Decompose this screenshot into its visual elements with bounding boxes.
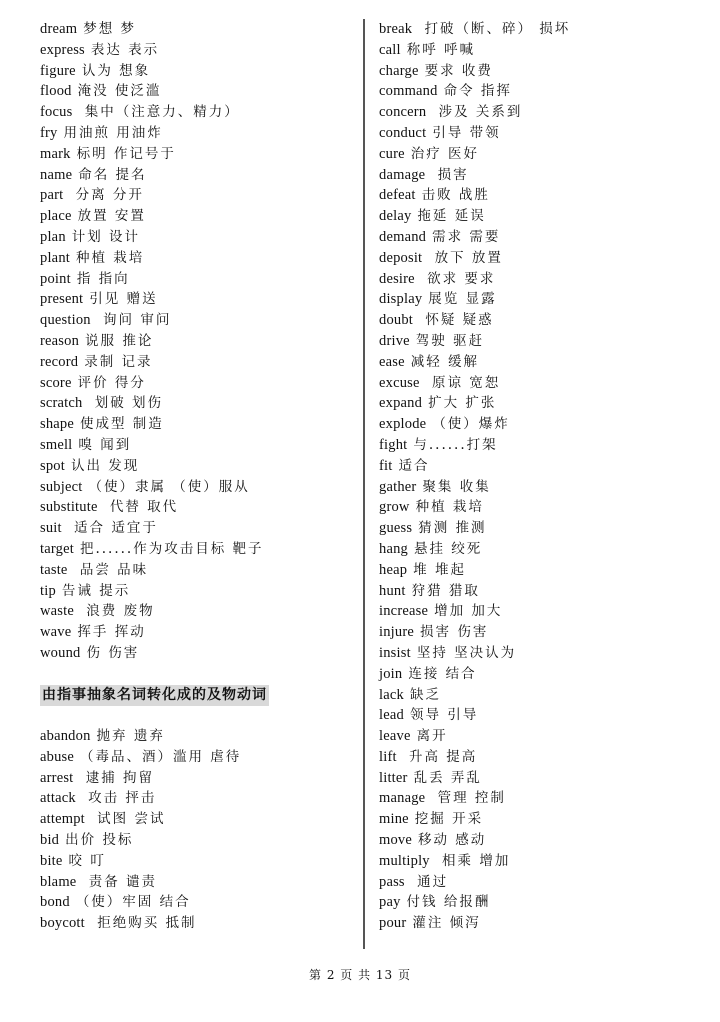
vocab-meaning: 说服 推论	[85, 332, 154, 349]
vocab-entry	[379, 352, 699, 373]
vocab-meaning: 嗅 闻到	[78, 436, 132, 453]
vocab-word: delay	[379, 208, 412, 225]
vocab-entry	[379, 539, 699, 560]
vocab-entry	[379, 435, 699, 456]
vocab-meaning: 付钱 给报酬	[406, 894, 491, 911]
vocab-word: conduct	[379, 124, 427, 141]
vocab-word: pay	[379, 894, 401, 911]
vocab-entry	[40, 414, 350, 435]
vocab-entry	[40, 227, 350, 248]
vocab-entry	[40, 331, 350, 352]
vocab-meaning: 告诫 提示	[61, 582, 131, 599]
vocab-meaning: 品尝 品味	[73, 561, 149, 578]
vocab-meaning: 扩大 扩张	[428, 395, 497, 412]
vocab-meaning: 称呼 呼喊	[406, 41, 476, 58]
vocab-entry	[379, 518, 699, 539]
vocab-entry	[379, 622, 699, 643]
vocab-word: boycott	[40, 915, 85, 932]
vocab-word: manage	[379, 790, 426, 807]
vocab-meaning: 抛弃 遗弃	[96, 728, 165, 745]
vocab-meaning: 灌注 倾泻	[412, 915, 481, 932]
vocab-entry	[379, 892, 699, 913]
vocab-entry	[379, 830, 699, 851]
vocab-entry	[379, 102, 699, 123]
vocab-entry	[379, 788, 699, 809]
vocab-word: demand	[379, 228, 427, 245]
vocab-entry	[379, 144, 699, 165]
vocab-meaning: 连接 结合	[408, 665, 477, 682]
vocab-word: attack	[40, 790, 76, 807]
vocab-entry	[379, 913, 699, 934]
vocab-entry	[379, 185, 699, 206]
vocab-entry	[379, 165, 699, 186]
vocab-entry	[40, 165, 350, 186]
vocab-word: desire	[379, 270, 415, 287]
vocab-word: injure	[379, 624, 415, 641]
page-footer: 第 2 页 共 13 页	[309, 968, 411, 982]
vocab-meaning: 需求 需要	[432, 228, 501, 245]
vocab-word: blame	[40, 873, 77, 890]
vocab-word: substitute	[40, 499, 98, 516]
vocab-entry	[379, 248, 699, 269]
vocab-entry	[40, 269, 350, 290]
vocab-word: subject	[40, 478, 83, 495]
vocab-word: hang	[379, 540, 408, 557]
vocab-entry	[40, 81, 350, 102]
vocab-word: litter	[379, 769, 408, 786]
vocab-entry	[40, 435, 350, 456]
vocab-word: record	[40, 353, 79, 370]
vocab-word: taste	[40, 561, 68, 578]
vocab-entry	[379, 289, 699, 310]
vocab-meaning: （使）牢固 结合	[75, 894, 191, 911]
vocab-entry	[40, 248, 350, 269]
section-heading: 由指事抽象名词转化成的及物动词	[40, 685, 269, 706]
vocab-meaning: 乱丢 弄乱	[413, 769, 482, 786]
vocab-entry	[40, 352, 350, 373]
vocab-word: damage	[379, 166, 426, 183]
vocab-meaning: 拖延 延误	[417, 208, 486, 225]
vocab-entry	[40, 830, 350, 851]
vocab-entry	[379, 726, 699, 747]
vocab-meaning: 指 指向	[76, 270, 130, 287]
vocab-meaning: 展览 显露	[428, 291, 497, 308]
vocab-entry	[40, 61, 350, 82]
vocab-word: score	[40, 374, 72, 391]
vocab-entry	[40, 747, 350, 768]
vocab-entry	[379, 40, 699, 61]
vocab-word: defeat	[379, 187, 416, 204]
vocab-entry	[379, 705, 699, 726]
vocab-meaning: 命令 指挥	[443, 83, 512, 100]
vocab-entry	[40, 102, 350, 123]
vocab-entry	[40, 497, 350, 518]
vocab-word: lead	[379, 707, 404, 724]
vocab-meaning: 缺乏	[409, 686, 441, 703]
vocab-word: multiply	[379, 852, 430, 869]
vocab-entry	[40, 40, 350, 61]
vocab-word: bid	[40, 832, 60, 849]
vocab-meaning: 把......作为攻击目标 靶子	[79, 540, 264, 557]
vocab-entry	[40, 851, 350, 872]
vocab-entry	[379, 206, 699, 227]
vocab-meaning: 认为 想象	[81, 62, 151, 79]
vocab-entry	[379, 685, 699, 706]
vocab-meaning: 坚持 坚决认为	[416, 644, 517, 661]
vocab-meaning: 适合 适宜于	[67, 520, 158, 537]
vocab-word: mark	[40, 145, 71, 162]
vocab-entry	[379, 269, 699, 290]
vocab-meaning: 欲求 要求	[420, 270, 496, 287]
vocab-meaning: 要求 收费	[424, 62, 493, 79]
vocab-word: wound	[40, 644, 81, 661]
vocab-entry	[379, 373, 699, 394]
vocab-meaning: 评价 得分	[77, 374, 146, 391]
vocab-word: tip	[40, 582, 56, 599]
vocab-word: display	[379, 291, 423, 308]
vocab-entry	[379, 456, 699, 477]
vocab-word: charge	[379, 62, 419, 79]
vocab-meaning: 试图 尝试	[90, 811, 166, 828]
vocab-entry	[40, 726, 350, 747]
vocab-meaning: 集中（注意力、精力）	[78, 104, 240, 121]
left-column	[40, 19, 350, 934]
vocab-word: figure	[40, 62, 76, 79]
vocab-word: fit	[379, 457, 393, 474]
vocab-meaning: 适合	[398, 457, 430, 474]
vocab-word: reason	[40, 332, 80, 349]
vocab-entry	[379, 560, 699, 581]
vocab-meaning: 击败 战胜	[421, 187, 490, 204]
vocab-meaning: 放置 安置	[77, 208, 146, 225]
vocab-entry	[379, 393, 699, 414]
vocab-entry	[40, 289, 350, 310]
vocab-meaning: 攻击 抨击	[81, 790, 157, 807]
vocab-meaning: 猜测 推测	[418, 520, 487, 537]
vocab-entry	[40, 310, 350, 331]
vocab-word: pass	[379, 873, 405, 890]
vocab-word: abandon	[40, 728, 91, 745]
vocab-entry	[379, 227, 699, 248]
vocab-word: lack	[379, 686, 404, 703]
vocab-meaning: 离开	[416, 728, 448, 745]
vocab-word: command	[379, 83, 438, 100]
vocab-word: suit	[40, 520, 62, 537]
vocab-entry	[40, 560, 350, 581]
vocab-meaning: 悬挂 绞死	[414, 540, 483, 557]
vocab-word: abuse	[40, 748, 75, 765]
vocab-meaning: 挥手 挥动	[77, 624, 146, 641]
vocab-entry	[40, 788, 350, 809]
vocab-word: explode	[379, 416, 427, 433]
vocab-meaning: 领导 引导	[409, 707, 479, 724]
vocab-entry	[40, 768, 350, 789]
vocab-entry	[40, 539, 350, 560]
vocab-entry	[379, 851, 699, 872]
vocab-word: join	[379, 665, 403, 682]
vocab-entry	[379, 768, 699, 789]
vocab-entry	[40, 144, 350, 165]
vocab-meaning: 逮捕 拘留	[79, 769, 154, 786]
vocab-word: drive	[379, 332, 410, 349]
vocab-word: hunt	[379, 582, 406, 599]
vocab-meaning: 怀疑 疑惑	[419, 312, 494, 329]
vocab-word: scratch	[40, 395, 83, 412]
right-word-list	[379, 19, 699, 934]
vocab-meaning: 使成型 制造	[80, 416, 164, 433]
vocab-meaning: 认出 发现	[70, 457, 140, 474]
vocab-entry	[379, 477, 699, 498]
vocab-word: plan	[40, 228, 66, 245]
vocab-meaning: 损害	[431, 166, 469, 183]
vocab-meaning: 划破 划伤	[88, 395, 164, 412]
vocab-meaning: 咬 叮	[68, 852, 106, 869]
vocab-entry	[40, 809, 350, 830]
vocab-meaning: 移动 感动	[418, 832, 487, 849]
vocab-entry	[379, 601, 699, 622]
vocab-entry	[379, 61, 699, 82]
vocab-word: express	[40, 41, 85, 58]
vocab-word: place	[40, 208, 72, 225]
vocab-meaning: 责备 谴责	[82, 873, 158, 890]
vocab-entry	[379, 414, 699, 435]
vocab-word: expand	[379, 395, 423, 412]
vocab-entry	[379, 664, 699, 685]
vocab-entry	[40, 892, 350, 913]
vocab-entry	[379, 872, 699, 893]
vocab-word: point	[40, 270, 71, 287]
vocab-meaning: 代替 取代	[103, 499, 179, 516]
vocab-entry	[40, 185, 350, 206]
vocab-entry	[40, 643, 350, 664]
vocab-meaning: 分离 分开	[69, 187, 144, 204]
vocab-meaning: 减轻 缓解	[410, 353, 480, 370]
vocab-entry	[379, 81, 699, 102]
vocab-entry	[40, 872, 350, 893]
vocab-word: focus	[40, 104, 73, 121]
vocab-word: flood	[40, 83, 72, 100]
vocab-meaning: 原谅 宽恕	[425, 374, 501, 391]
vocab-word: excuse	[379, 374, 420, 391]
vocab-meaning: 管理 控制	[431, 790, 506, 807]
vocab-meaning: 询问 审问	[96, 312, 172, 329]
column-divider	[363, 19, 365, 949]
vocab-word: gather	[379, 478, 417, 495]
vocab-word: cure	[379, 145, 405, 162]
vocab-meaning: 种植 栽培	[415, 499, 484, 516]
vocab-meaning: 表达 表示	[90, 41, 160, 58]
vocab-word: move	[379, 832, 413, 849]
vocab-meaning: 涉及 关系到	[432, 104, 523, 121]
vocab-meaning: 标明 作记号于	[76, 145, 176, 162]
left-word-list-2	[40, 726, 350, 934]
vocab-word: leave	[379, 728, 411, 745]
vocab-entry	[40, 622, 350, 643]
vocab-meaning: 驾驶 驱赶	[415, 332, 485, 349]
vocab-word: doubt	[379, 312, 414, 329]
vocab-word: attempt	[40, 811, 85, 828]
vocab-entry	[40, 518, 350, 539]
vocab-meaning: 打破（断、碎） 损坏	[418, 21, 571, 37]
vocab-word: name	[40, 166, 73, 183]
vocab-meaning: 通过	[410, 873, 449, 890]
vocab-word: mine	[379, 811, 409, 828]
vocab-entry	[40, 373, 350, 394]
vocab-word: arrest	[40, 769, 74, 786]
vocab-meaning: 录制 记录	[84, 353, 153, 370]
vocab-word: lift	[379, 748, 397, 765]
vocab-meaning: 挖掘 开采	[414, 811, 484, 828]
vocab-meaning: 狩猎 猎取	[411, 582, 480, 599]
vocab-meaning: 引见 赠送	[89, 291, 158, 308]
vocab-entry	[40, 581, 350, 602]
vocab-entry	[40, 601, 350, 622]
vocab-entry	[40, 19, 350, 40]
vocab-entry	[40, 123, 350, 144]
vocab-word: present	[40, 291, 84, 308]
vocab-meaning: 升高 提高	[402, 748, 478, 765]
vocab-entry	[40, 456, 350, 477]
vocab-entry	[40, 913, 350, 934]
vocab-meaning: （毒品、酒）滥用 虐待	[80, 748, 242, 765]
vocab-entry	[379, 497, 699, 518]
vocab-word: target	[40, 540, 74, 557]
vocab-meaning: 浪费 废物	[80, 603, 155, 620]
vocab-meaning: 出价 投标	[65, 832, 134, 849]
vocab-word: bond	[40, 894, 70, 911]
vocab-word: grow	[379, 499, 410, 516]
vocab-entry	[379, 331, 699, 352]
vocab-meaning: 与......打架	[413, 436, 498, 453]
vocab-word: call	[379, 41, 401, 58]
left-word-list	[40, 19, 350, 664]
vocab-word: ease	[379, 353, 405, 370]
vocab-entry	[379, 747, 699, 768]
vocab-word: dream	[40, 21, 78, 37]
vocab-entry	[40, 477, 350, 498]
vocab-word: break	[379, 21, 413, 37]
vocab-word: wave	[40, 624, 72, 641]
vocab-entry	[379, 19, 699, 40]
vocab-meaning: 拒绝购买 抵制	[90, 915, 197, 932]
vocab-word: fight	[379, 436, 408, 453]
vocab-meaning: 堆 堆起	[413, 561, 466, 578]
vocab-word: bite	[40, 852, 63, 869]
vocab-word: pour	[379, 915, 407, 932]
vocab-meaning: 伤 伤害	[86, 644, 140, 661]
vocab-entry	[379, 581, 699, 602]
vocab-entry	[379, 809, 699, 830]
vocab-meaning: 引导 带领	[432, 124, 501, 141]
right-column	[379, 19, 699, 934]
vocab-word: part	[40, 187, 64, 204]
vocab-word: guess	[379, 520, 413, 537]
vocab-word: concern	[379, 104, 427, 121]
vocab-word: fry	[40, 124, 58, 141]
vocab-word: smell	[40, 436, 73, 453]
vocab-word: shape	[40, 416, 75, 433]
vocab-meaning: 放下 放置	[428, 249, 503, 266]
vocab-meaning: 梦想 梦	[83, 21, 137, 37]
vocab-word: spot	[40, 457, 65, 474]
vocab-entry	[379, 643, 699, 664]
vocab-entry	[379, 123, 699, 144]
vocab-entry	[40, 206, 350, 227]
vocab-entry	[40, 393, 350, 414]
vocab-word: insist	[379, 644, 411, 661]
vocab-word: deposit	[379, 249, 423, 266]
vocab-meaning: 计划 设计	[71, 228, 141, 245]
vocab-meaning: 淹没 使泛滥	[77, 83, 162, 100]
vocab-meaning: 用油煎 用油炸	[63, 124, 163, 141]
vocab-meaning: （使）爆炸	[432, 416, 510, 433]
vocab-meaning: 命名 提名	[78, 166, 147, 183]
vocab-word: waste	[40, 603, 75, 620]
vocab-word: question	[40, 312, 91, 329]
vocab-meaning: （使）隶属 （使）服从	[88, 478, 250, 495]
vocab-entry	[379, 310, 699, 331]
vocab-meaning: 增加 加大	[434, 603, 503, 620]
vocab-word: heap	[379, 561, 408, 578]
vocab-meaning: 治疗 医好	[410, 145, 480, 162]
vocab-meaning: 聚集 收集	[422, 478, 491, 495]
vocab-meaning: 损害 伤害	[420, 624, 489, 641]
vocab-meaning: 种植 栽培	[76, 249, 145, 266]
vocab-meaning: 相乘 增加	[435, 852, 511, 869]
vocab-word: plant	[40, 249, 70, 266]
vocab-word: increase	[379, 603, 429, 620]
